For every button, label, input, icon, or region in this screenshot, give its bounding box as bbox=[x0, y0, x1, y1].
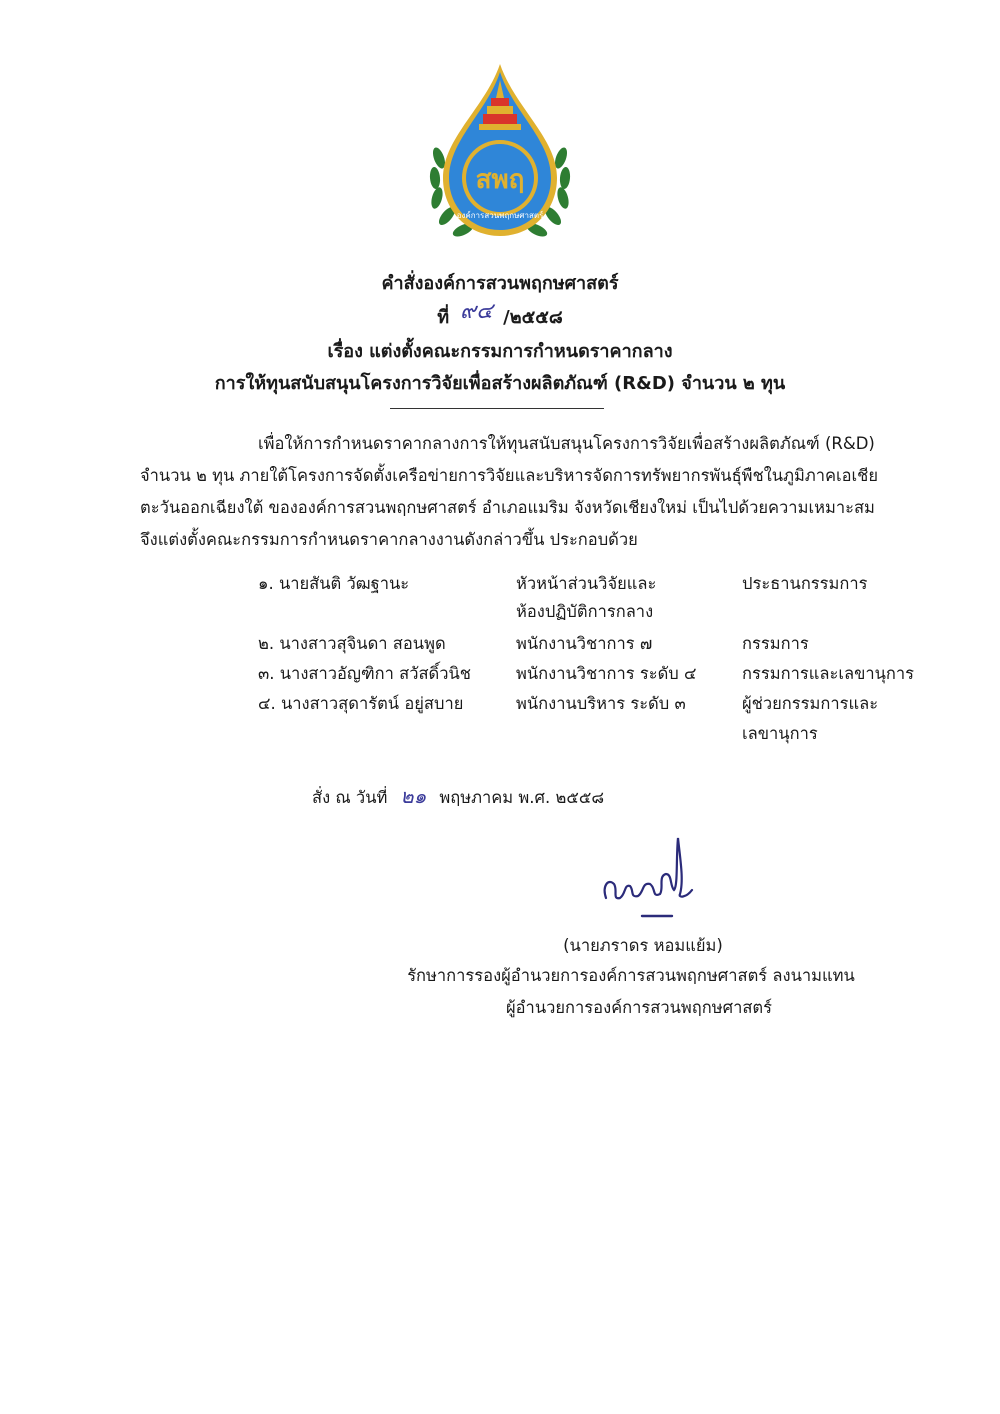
body-line: ตะวันออกเฉียงใต้ ขององค์การสวนพฤกษศาสตร์ อำเภอแมริม จังหวัดเชียงใหม่ เป็นไปด้วยความเหมาะสม bbox=[140, 498, 875, 517]
signature-icon bbox=[594, 828, 704, 923]
member-position: ห้องปฏิบัติการกลาง bbox=[516, 602, 654, 621]
member-role: ประธานกรรมการ bbox=[742, 574, 868, 593]
member-position: หัวหน้าส่วนวิจัยและ bbox=[516, 574, 657, 593]
order-date-prefix: สั่ง ณ วันที่ bbox=[312, 788, 388, 807]
order-number-suffix: /๒๕๕๘ bbox=[503, 307, 563, 328]
member-name: ๓. นางสาวอัญฑิกา สวัสดิ์วนิช bbox=[258, 664, 472, 683]
signer-position: ผู้อำนวยการองค์การสวนพฤกษศาสตร์ bbox=[505, 998, 773, 1017]
member-role: ผู้ช่วยกรรมการและ bbox=[742, 694, 879, 713]
member-position: พนักงานบริหาร ระดับ ๓ bbox=[516, 694, 686, 713]
order-subject-line1: เรื่อง แต่งตั้งคณะกรรมการกำหนดราคากลาง bbox=[327, 341, 673, 362]
order-number-handwritten: ๙๔ bbox=[460, 299, 493, 324]
order-subject-line2: การให้ทุนสนับสนุนโครงการวิจัยเพื่อสร้างผลิตภัณฑ์ (R&D) จำนวน ๒ ทุน bbox=[214, 373, 786, 394]
order-date-day-handwritten: ๒๑ bbox=[400, 784, 427, 808]
logo-monogram: สพฤ bbox=[475, 165, 525, 195]
order-title: คำสั่งองค์การสวนพฤกษศาสตร์ bbox=[381, 273, 619, 294]
member-role: เลขานุการ bbox=[742, 724, 818, 743]
logo-ring-text: องค์การสวนพฤกษศาสตร์ bbox=[456, 211, 544, 220]
signer-position: รักษาการรองผู้อำนวยการองค์การสวนพฤกษศาสตร์ ลงนามแทน bbox=[407, 966, 855, 985]
member-role: กรรมการ bbox=[742, 634, 809, 653]
botanic-garden-logo bbox=[425, 58, 575, 248]
order-date-suffix: พฤษภาคม พ.ศ. ๒๕๕๘ bbox=[439, 788, 605, 807]
order-number-prefix: ที่ bbox=[437, 307, 450, 328]
order-date bbox=[312, 786, 604, 808]
body-line: จำนวน ๒ ทุน ภายใต้โครงการจัดตั้งเครือข่ายการวิจัยและบริหารจัดการทรัพยากรพันธุ์พืชในภูมิภาคเอเชีย bbox=[140, 466, 879, 485]
member-name: ๑. นายสันติ วัฒฐานะ bbox=[258, 574, 410, 593]
member-role: กรรมการและเลขานุการ bbox=[742, 664, 915, 683]
member-position: พนักงานวิชาการ ระดับ ๔ bbox=[516, 664, 697, 683]
body-line: เพื่อให้การกำหนดราคากลางการให้ทุนสนับสนุนโครงการวิจัยเพื่อสร้างผลิตภัณฑ์ (R&D) bbox=[258, 434, 875, 453]
signer-name: (นายภราดร หอมแย้ม) bbox=[563, 936, 723, 955]
member-name: ๒. นางสาวสุจินดา สอนพูด bbox=[258, 634, 446, 653]
member-position: พนักงานวิชาการ ๗ bbox=[516, 634, 653, 653]
header-divider bbox=[390, 408, 604, 409]
member-name: ๔. นางสาวสุดารัตน์ อยู่สบาย bbox=[258, 694, 464, 713]
order-number bbox=[0, 299, 1000, 330]
body-line: จึงแต่งตั้งคณะกรรมการกำหนดราคากลางงานดังกล่าวขึ้น ประกอบด้วย bbox=[140, 530, 638, 549]
